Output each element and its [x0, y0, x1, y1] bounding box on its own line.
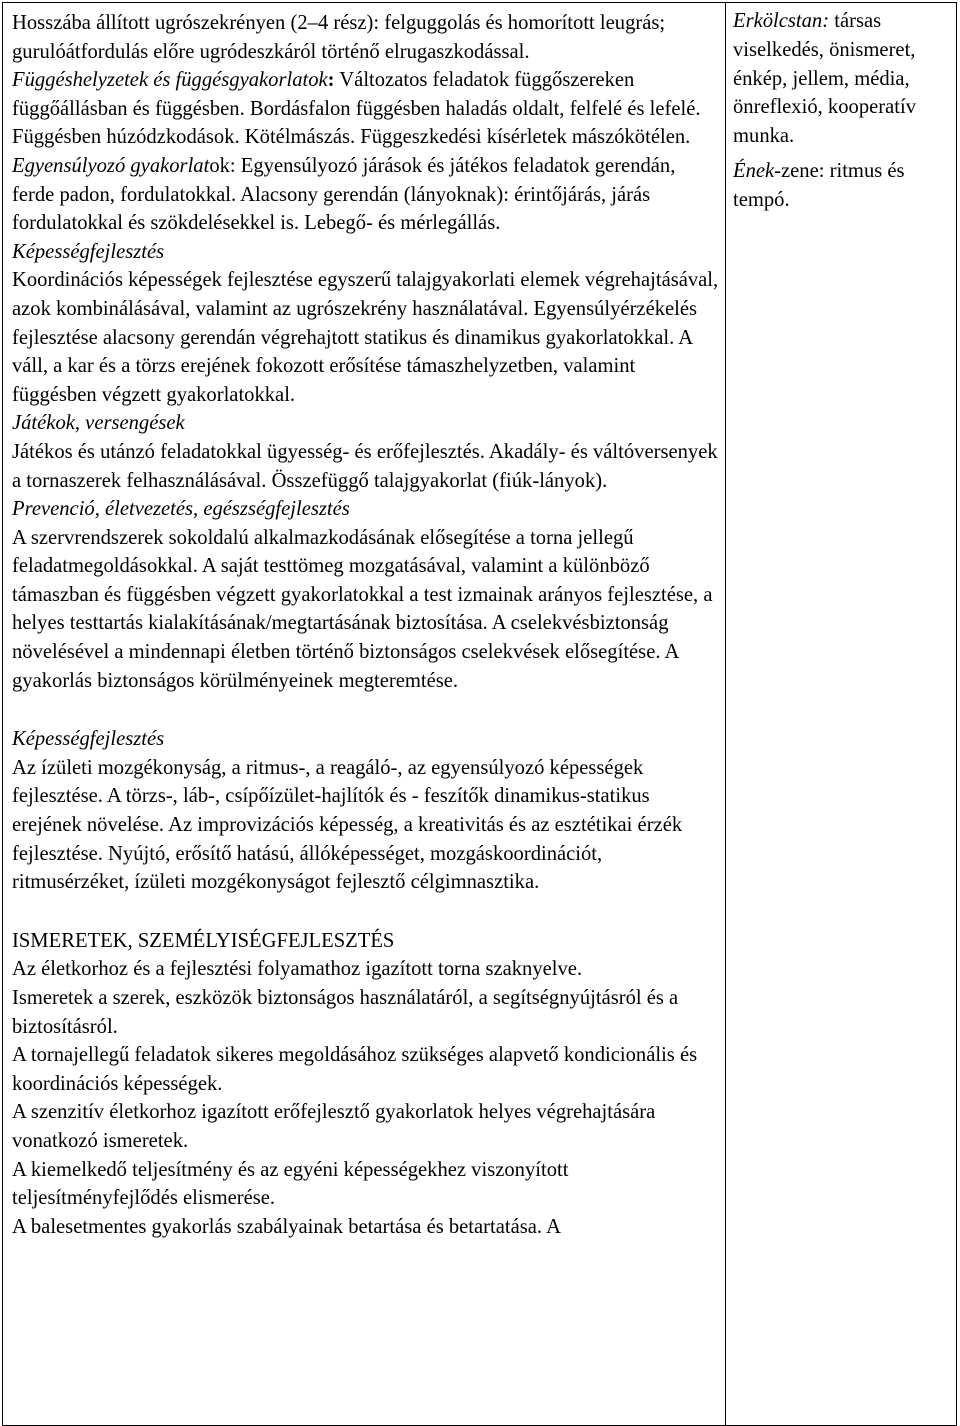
main-column [3, 3, 726, 1425]
ethics-text: társas viselkedés, önismeret, énkép, jellem, média, önreflexió, kooperatív munka. [733, 10, 916, 148]
music-paragraph [733, 157, 952, 215]
side-column [726, 3, 956, 1425]
intro-paragraph: Hosszába állított ugrószekrényen (2–4 rész): felguggolás és homorított leugrás; gurulóátfordulás előre ugródeszkáról történő elrugaszkodással. [12, 12, 666, 63]
games-heading: Játékok, versengések [12, 412, 185, 435]
knowledge-item: Ismeretek a szerek, eszközök biztonságos használatáról, a segítségnyújtásról és a biztosításról. [12, 987, 679, 1038]
games-text: Játékos és utánzó feladatokkal ügyesség- és erőfejlesztés. Akadály- és váltóversenyek a tornaszerek felhasználásával. Összefüggő talajgyakorlat (fiúk-lányok). [12, 440, 718, 492]
hang-text: Változatos feladatok függőszereken függőállásban és függésben. Bordásfalon függésben haladás oldalt, felfelé és lefelé. Függésben húzódzkodások. Kötélmászás. Függeszkedési kísérletek mászókötélen. [12, 69, 701, 149]
spacer [12, 897, 719, 927]
hang-heading: Függéshelyzetek és függésgyakorlatok [12, 69, 328, 92]
document-table [2, 2, 957, 1426]
hang-paragraph [12, 66, 719, 152]
knowledge-item: A balesetmentes gyakorlás szabályainak betartása és betartatása. A [12, 1215, 561, 1238]
knowledge-heading: ISMERETEK, SZEMÉLYISÉGFEJLESZTÉS [12, 929, 395, 952]
ethics-paragraph [733, 7, 952, 151]
knowledge-item: A tornajellegű feladatok sikeres megoldásához szükséges alapvető kondicionális és koordinációs képességek. [12, 1044, 698, 1095]
balance-text: : Egyensúlyozó járások és játékos feladatok gerendán, ferde padon, fordulatokkal. Alacsony gerendán (lányoknak): érintőjárás, járás fordulatokkal és szökdelésekkel is. Lebegő- és mérlegállás. [12, 154, 676, 235]
balance-paragraph [12, 152, 719, 238]
ability1-heading: Képességfejlesztés [12, 240, 165, 263]
ability1-text: Koordinációs képességek fejlesztése egyszerű talajgyakorlati elemek végrehajtásával, azok kombinálásával, valamint az ugrószekrény használatával. Egyensúlyérzékelés fejlesztése alacsony gerendán végrehajtott statikus és dinamikus gyakorlatokkal. A váll, a kar és a törzs erejének fokozott erősítése támaszhelyzetben, valamint függésben végzett gyakorlatokkal. [12, 269, 719, 406]
balance-suffix: ok [209, 154, 230, 177]
knowledge-item: Az életkorhoz és a fejlesztési folyamathoz igazított torna szaknyelve. [12, 958, 583, 981]
balance-heading: Egyensúlyozó gyakorlat [12, 154, 210, 177]
ability2-heading: Képességfejlesztés [12, 728, 165, 751]
music-label: Ének [733, 159, 775, 182]
ethics-label: Erkölcstan: [733, 10, 830, 32]
knowledge-item: A szenzitív életkorhoz igazított erőfejlesztő gyakorlatok helyes végrehajtására vonatkozó ismeretek. [12, 1101, 656, 1152]
knowledge-item: A kiemelkedő teljesítmény és az egyéni képességekhez viszonyított teljesítményfejlődés elismerése. [12, 1158, 569, 1210]
music-text: -zene: ritmus és tempó. [733, 159, 905, 211]
spacer [12, 695, 719, 725]
prevention-text: A szervrendszerek sokoldalú alkalmazkodásának elősegítése a torna jellegű feladatmegoldásokkal. A saját testtömeg mozgatásával, valamint a különböző támaszban és függésben végzett gyakorlatokkal a test izmainak arányos fejlesztése, a helyes testtartás kialakításának/megtartásának biztosítása. A cselekvésbiztonság növelésével a mindennapi életben történő biztonságos cselekvések elősegítése. A gyakorlás biztonságos körülményeinek megteremtése. [12, 526, 713, 692]
prevention-heading: Prevenció, életvezetés, egészségfejlesztés [12, 498, 350, 521]
hang-colon: : [327, 69, 335, 92]
ability2-text: Az ízületi mozgékonyság, a ritmus-, a reagáló-, az egyensúlyozó képességek fejlesztése. A törzs-, láb-, csípőízület-hajlítók és - feszítők dinamikus-statikus erejének növelése. Az improvizációs képesség, a kreativitás és az esztétikai érzék fejlesztése. Nyújtó, erősítő hatású, állóképességet, mozgáskoordinációt, ritmusérzéket, ízületi mozgékonyságot fejlesztő célgimnasztika. [12, 756, 683, 894]
